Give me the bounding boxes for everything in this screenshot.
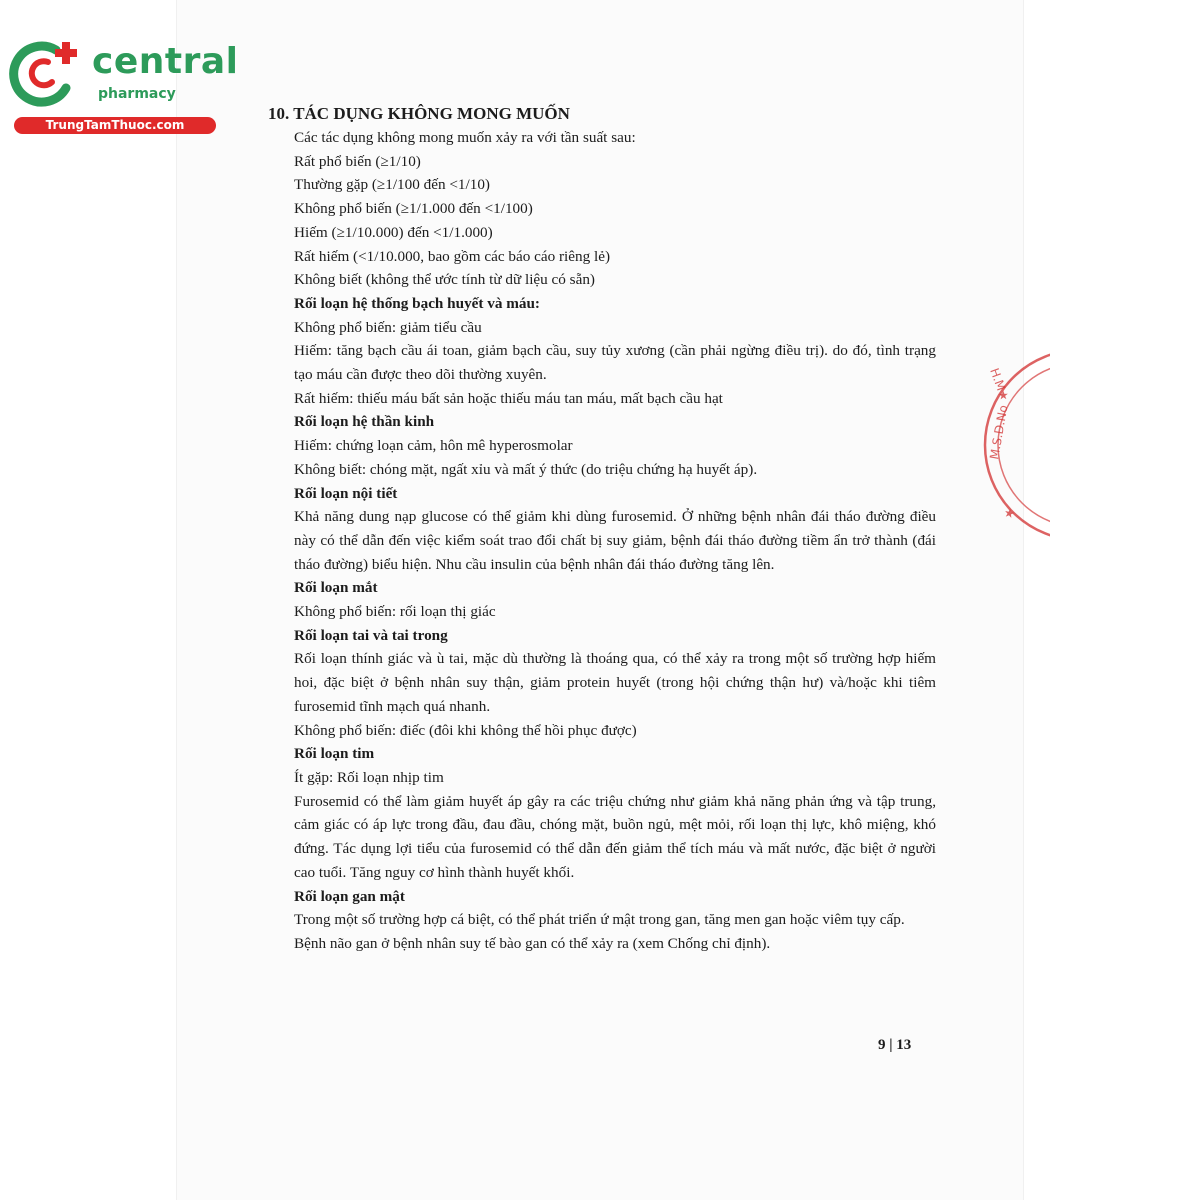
heading-endocrine: Rối loạn nội tiết bbox=[294, 484, 398, 502]
ear-paragraph: Rối loạn thính giác và ù tai, mặc dù thường là thoáng qua, có thể xảy ra trong một số trường hợp hiếm hoi, đặc biệt ở bệnh nhân suy thận, giảm protein huyết (trong hội chứng thận hư) và/hoặc khi tiêm furosemid tĩnh mạch quá nhanh. bbox=[294, 650, 936, 715]
blood-lymph-line: Rất hiếm: thiếu máu bất sản hoặc thiếu máu tan máu, mất bạch cầu hạt bbox=[294, 389, 723, 407]
cardiac-line: Ít gặp: Rối loạn nhịp tim bbox=[294, 768, 444, 786]
logo-website[interactable]: TrungTamThuoc.com bbox=[14, 117, 216, 134]
frequency-unknown: Không biết (không thể ước tính từ dữ liệu có sẵn) bbox=[294, 271, 595, 289]
cardiac-paragraph: Furosemid có thể làm giảm huyết áp gây ra các triệu chứng như giảm khả năng phản ứng và tập trung, cảm giác có áp lực trong đầu, đau đầu, chóng mặt, buồn ngủ, mệt mỏi, rối loạn thị lực, khô miệng, khó đứng. Tác dụng lợi tiểu của furosemid có thể dẫn đến giảm thể tích máu và mất nước, đặc biệt ở người cao tuổi. Tăng nguy cơ hình thành huyết khối. bbox=[294, 792, 936, 881]
blood-lymph-line: Không phổ biến: giảm tiểu cầu bbox=[294, 318, 482, 336]
hepatobiliary-paragraph: Trong một số trường hợp cá biệt, có thể phát triển ứ mật trong gan, tăng men gan hoặc viêm tụy cấp. bbox=[294, 911, 905, 929]
red-stamp bbox=[960, 330, 1050, 560]
eye-line: Không phổ biến: rối loạn thị giác bbox=[294, 603, 496, 621]
nervous-line: Hiếm: chứng loạn cảm, hôn mê hyperosmolar bbox=[294, 437, 573, 455]
frequency-list bbox=[294, 126, 948, 956]
svg-text:H.M★: H.M★ bbox=[987, 366, 1012, 403]
logo-name: central bbox=[92, 41, 239, 82]
pharmacy-logo-icon bbox=[8, 36, 86, 110]
frequency-very-common: Rất phổ biến (≥1/10) bbox=[294, 152, 421, 170]
heading-blood-lymph: Rối loạn hệ thống bạch huyết và máu: bbox=[294, 294, 540, 312]
document-content bbox=[268, 102, 948, 956]
frequency-uncommon: Không phổ biến (≥1/1.000 đến <1/100) bbox=[294, 200, 533, 218]
section-title: 10. TÁC DỤNG KHÔNG MONG MUỐN bbox=[268, 104, 570, 123]
frequency-very-rare: Rất hiếm (<1/10.000, bao gồm các báo cáo riêng lẻ) bbox=[294, 247, 611, 265]
ear-line: Không phổ biến: điếc (đôi khi không thể hồi phục được) bbox=[294, 721, 637, 739]
svg-text:M.S.D.No: M.S.D.No bbox=[987, 403, 1011, 461]
hepatobiliary-line: Bệnh não gan ở bệnh nhân suy tế bào gan có thể xảy ra (xem Chống chỉ định). bbox=[294, 934, 771, 952]
heading-nervous-system: Rối loạn hệ thần kinh bbox=[294, 413, 435, 431]
nervous-line: Không biết: chóng mặt, ngất xỉu và mất ý thức (do triệu chứng hạ huyết áp). bbox=[294, 460, 758, 478]
blood-lymph-paragraph: Hiếm: tăng bạch cầu ái toan, giảm bạch cầu, suy tủy xương (cần phải ngừng điều trị). do đó, tình trạng tạo máu cần được theo dõi thường xuyên. bbox=[294, 342, 936, 384]
heading-hepatobiliary: Rối loạn gan mật bbox=[294, 887, 405, 905]
svg-text:★: ★ bbox=[1000, 505, 1018, 522]
heading-ear: Rối loạn tai và tai trong bbox=[294, 626, 448, 644]
frequency-common: Thường gặp (≥1/100 đến <1/10) bbox=[294, 176, 490, 194]
page-number: 9 | 13 bbox=[878, 1037, 912, 1053]
endocrine-paragraph: Khả năng dung nạp glucose có thể giảm khi dùng furosemid. Ở những bệnh nhân đái tháo đường điều này có thể dẫn đến việc kiểm soát trao đổi chất bị suy giảm, bệnh đái tháo đường tiềm ẩn trở thành (đái tháo đường) biểu hiện. Nhu cầu insulin của bệnh nhân đái tháo đường tăng lên. bbox=[294, 508, 936, 573]
logo-subtitle: pharmacy bbox=[98, 86, 176, 102]
heading-eye: Rối loạn mắt bbox=[294, 579, 378, 597]
frequency-intro: Các tác dụng không mong muốn xảy ra với tần suất sau: bbox=[294, 129, 636, 146]
frequency-rare: Hiếm (≥1/10.000) đến <1/1.000) bbox=[294, 223, 493, 241]
heading-cardiac: Rối loạn tim bbox=[294, 745, 375, 763]
central-pharmacy-logo[interactable] bbox=[8, 36, 239, 136]
